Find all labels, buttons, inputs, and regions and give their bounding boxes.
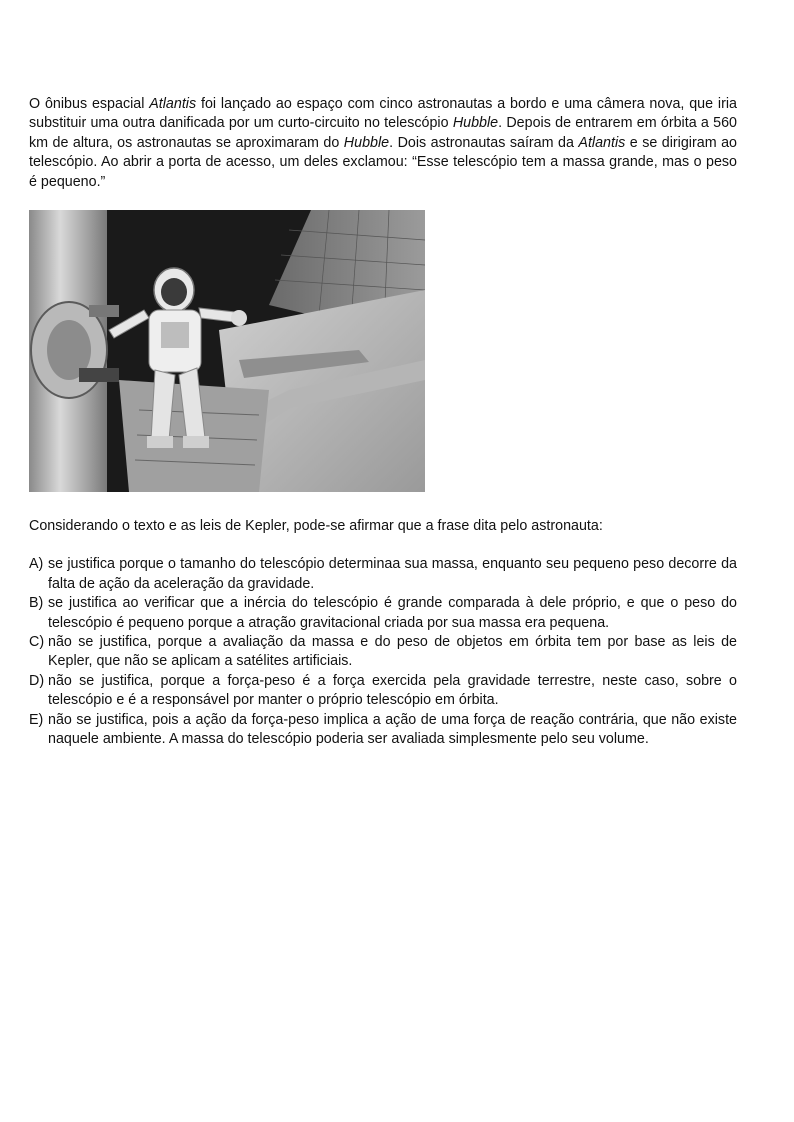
option-text: não se justifica, pois a ação da força-peso implica a ação de uma força de reação contrária, que não existe naquele ambiente. A massa do telescópio poderia ser avaliada simplesmente pelo seu volume.	[48, 711, 737, 748]
option-letter: C)	[29, 634, 45, 651]
option-letter: A)	[29, 556, 44, 573]
astronaut-photo	[29, 210, 425, 492]
intro-paragraph	[29, 95, 737, 192]
question-page	[29, 95, 737, 750]
option-e[interactable]	[29, 711, 737, 750]
option-text: não se justifica, porque a avaliação da massa e do peso de objetos em órbita tem por base as leis de Kepler, que não se aplicam a satélites artificiais.	[48, 634, 737, 670]
option-text: se justifica ao verificar que a inércia do telescópio é grande comparada à dele próprio, e que o peso do telescópio é pequeno porque a atração gravitacional criada por sua massa era pequena.	[48, 595, 737, 631]
option-letter: B)	[29, 595, 44, 612]
intro-text: . Depois de entrarem em órbita a 560 km de altura, os astronautas se aproximaram do	[29, 115, 737, 151]
option-letter: E)	[29, 711, 44, 728]
intro-text: . Dois astronautas saíram da	[389, 134, 579, 151]
option-d[interactable]	[29, 672, 737, 711]
telescope-name: Hubble	[452, 115, 499, 132]
option-c[interactable]	[29, 633, 737, 672]
ship-name: Atlantis	[149, 96, 197, 112]
option-letter: D)	[29, 672, 45, 689]
question-stem: Considerando o texto e as leis de Kepler, pode-se afirmar que a frase dita pelo astronauta:	[29, 518, 603, 535]
option-text: não se justifica, porque a força-peso é a força exercida pela gravidade terrestre, neste caso, sobre o telescópio e é a responsável por manter o próprio telescópio em órbita.	[48, 672, 737, 709]
option-b[interactable]	[29, 594, 737, 633]
ship-name: Atlantis	[578, 134, 626, 151]
intro-text: e se dirigiram ao telescópio. Ao abrir a porta de acesso, um deles exclamou: “Esse telescópio tem a massa grande, mas o peso é pequeno.”	[29, 134, 737, 190]
telescope-name: Hubble	[343, 134, 390, 151]
option-text: se justifica porque o tamanho do telescópio determinaa sua massa, enquanto seu pequeno peso decorre da falta de ação da aceleração da gravidade.	[48, 556, 737, 592]
intro-text: O ônibus espacial	[29, 96, 150, 112]
option-a[interactable]	[29, 555, 737, 594]
intro-text: foi lançado ao espaço com cinco astronautas a bordo e uma câmera nova, que iria substituir uma outra danificada por um curto-circuito no telescópio	[29, 96, 737, 132]
answer-options	[29, 555, 737, 749]
